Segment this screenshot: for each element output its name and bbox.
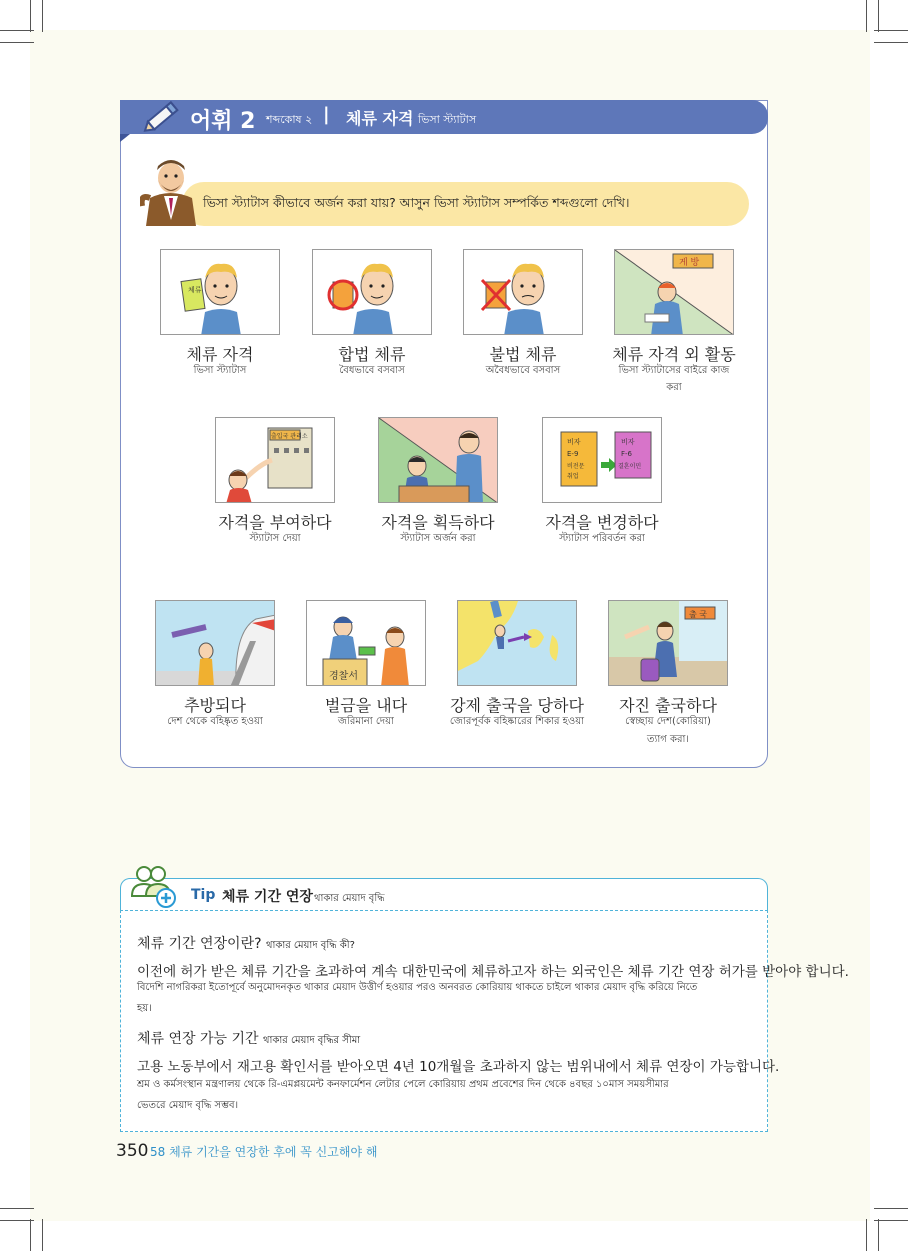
tip-question-2-ko: 체류 연장 가능 기간: [137, 1031, 259, 1047]
chapter-footer: 58 체류 기간을 연장한 후에 꼭 신고해야 해: [150, 1145, 378, 1159]
vocabulary-topic-translation: ভিসা স্ট্যাটাস: [418, 113, 477, 126]
tip-label: Tip: [191, 887, 216, 903]
term-obtain-status: 자격을 획득하다: [381, 513, 495, 532]
gloss-activity-outside-status-line2: করা: [666, 382, 682, 393]
vocabulary-title: 어휘 2: [190, 109, 256, 134]
tip-question-2-bn: থাকার মেয়াদ বৃদ্ধির সীমা: [263, 1035, 361, 1046]
gloss-forced-departure: জোরপূর্বক বহিষ্কারের শিকার হওয়া: [449, 716, 585, 727]
tip-question-1-bn: থাকার মেয়াদ বৃদ্ধি কী?: [265, 940, 355, 951]
tip-paragraph-1-bn-line1: বিদেশি নাগরিকরা ইতোপূর্বে অনুমোদনকৃত থাকার মেয়াদ উত্তীর্ণ হওয়ার পরও অনবরত কোরিয়ায় থাকতে চাইলে থাকার মেয়াদ বৃদ্ধি করিয়ে নিতে: [137, 982, 698, 993]
tip-question-1: [137, 933, 355, 955]
police-sign: 경찰서: [329, 671, 358, 682]
visa2-line-a: 결혼이민: [618, 463, 642, 470]
visa1-code: E-9: [567, 450, 579, 458]
visa1-line-b: 취업: [567, 473, 579, 480]
picture-voluntary-departure: [608, 600, 728, 686]
visa2-code: F-6: [621, 450, 633, 458]
gloss-activity-outside-status: ভিসা স্ট্যাটাসের বাইরে কাজ: [618, 365, 730, 376]
tip-header: [120, 878, 768, 910]
term-grant-status: 자격을 부여하다: [218, 513, 332, 532]
term-activity-outside-status: 체류 자격 외 활동: [612, 345, 736, 364]
teacher-illustration: [140, 154, 202, 226]
term-voluntary-departure: 자진 출국하다: [619, 696, 717, 715]
tip-question-2: [137, 1028, 360, 1050]
picture-visa-status: [160, 249, 280, 335]
term-illegal-stay: 불법 체류: [489, 345, 557, 364]
gloss-voluntary-departure: স্বেচ্ছায় দেশ(কোরিয়া): [625, 716, 711, 727]
picture-illegal-stay: [463, 249, 583, 335]
tip-paragraph-2-bn: [137, 1074, 757, 1116]
sign-label: 게 방: [679, 258, 700, 268]
gloss-change-status: স্ট্যাটাস পরিবর্তন করা: [559, 533, 645, 544]
picture-grant-status: [215, 417, 335, 503]
gloss-grant-status: স্ট্যাটাস দেয়া: [249, 533, 301, 544]
picture-obtain-status: [378, 417, 498, 503]
crop-mark: [866, 1219, 867, 1251]
gloss-legal-stay: বৈধভাবে বসবাস: [339, 365, 405, 376]
gloss-obtain-status: স্ট্যাটাস অর্জন করা: [400, 533, 476, 544]
term-pay-fine: 벌금을 내다: [324, 696, 408, 715]
page-number: 350: [116, 1141, 149, 1161]
tip-question-1-ko: 체류 기간 연장이란?: [137, 936, 262, 952]
tip-title-translation: থাকার মেয়াদ বৃদ্ধি: [314, 893, 385, 904]
visa-card-label: 체류: [188, 286, 202, 294]
crop-mark: [30, 0, 31, 32]
tip-paragraph-1-bn: [137, 977, 757, 1019]
tip-paragraph-2-bn-line2: ভেতরে মেয়াদ বৃদ্ধি সম্ভব।: [137, 1100, 239, 1111]
visa1-title: 비자: [567, 438, 581, 446]
visa1-line-a: 비전문: [567, 463, 585, 470]
tip-paragraph-2-ko: 고용 노동부에서 재고용 확인서를 받아오면 4년 10개월을 초과하지 않는 범위내에서 체류 연장이 가능합니다.: [137, 1059, 780, 1075]
gloss-deported: দেশ থেকে বহিষ্কৃত হওয়া: [167, 716, 263, 727]
vocabulary-subtitle: শব্দকোষ ২: [266, 113, 313, 126]
gloss-voluntary-departure-line2: ত্যাগ করা।: [646, 734, 689, 745]
crop-mark: [0, 1208, 34, 1209]
crop-mark: [866, 0, 867, 32]
term-deported: 추방되다: [184, 696, 246, 715]
crop-mark: [874, 1208, 908, 1209]
gloss-visa-status: ভিসা স্ট্যাটাস: [193, 365, 247, 376]
crop-mark: [42, 0, 43, 32]
crop-mark: [0, 30, 34, 31]
crop-mark: [0, 1220, 34, 1221]
vocabulary-topic: 체류 자격: [346, 109, 414, 128]
picture-deported: [155, 600, 275, 686]
tip-title: 체류 기간 연장: [222, 889, 313, 905]
picture-activity-outside-status: [614, 249, 734, 335]
gloss-pay-fine: জরিমানা দেয়া: [338, 716, 394, 727]
term-visa-status: 체류 자격: [186, 345, 254, 364]
header-separator: |: [323, 104, 330, 125]
departure-sign: 출 국: [689, 610, 707, 619]
crop-mark: [42, 1219, 43, 1251]
crop-mark: [874, 42, 908, 43]
picture-pay-fine: [306, 600, 426, 686]
gloss-illegal-stay: অবৈধভাবে বসবাস: [485, 365, 561, 376]
tip-paragraph-2-bn-line1: শ্রম ও কর্মসংস্থান মন্ত্রণালয় থেকে রি-এমপ্লয়মেন্ট কনফার্মেশন লেটার পেলে কোরিয়ায় প্রথম প্রবেশের দিন থেকে ৪বছর ১০মাস সময়সীমার: [137, 1079, 669, 1090]
intro-text: ভিসা স্ট্যাটাস কীভাবে অর্জন করা যায়? আসুন ভিসা স্ট্যাটাস সম্পর্কিত শব্দগুলো দেখি।: [203, 195, 630, 210]
picture-legal-stay: [312, 249, 432, 335]
crop-mark: [0, 42, 34, 43]
tip-paragraph-1-bn-line2: হয়।: [137, 1003, 152, 1014]
visa2-title: 비자: [621, 438, 635, 446]
picture-change-status: [542, 417, 662, 503]
tip-paragraph-1-ko: 이전에 허가 받은 체류 기간을 초과하여 계속 대한민국에 체류하고자 하는 외국인은 체류 기간 연장 허가를 받아야 합니다.: [137, 964, 849, 980]
term-forced-departure: 강제 출국을 당하다: [450, 696, 584, 715]
crop-mark: [878, 0, 879, 32]
term-legal-stay: 합법 체류: [338, 345, 406, 364]
term-change-status: 자격을 변경하다: [545, 513, 659, 532]
crop-mark: [874, 1220, 908, 1221]
pencil-icon: [142, 96, 186, 136]
office-sign: 출입국 관리소: [271, 433, 308, 440]
picture-forced-departure: [457, 600, 577, 686]
crop-mark: [30, 1219, 31, 1251]
people-add-icon: [128, 864, 178, 910]
crop-mark: [878, 1219, 879, 1251]
crop-mark: [874, 30, 908, 31]
